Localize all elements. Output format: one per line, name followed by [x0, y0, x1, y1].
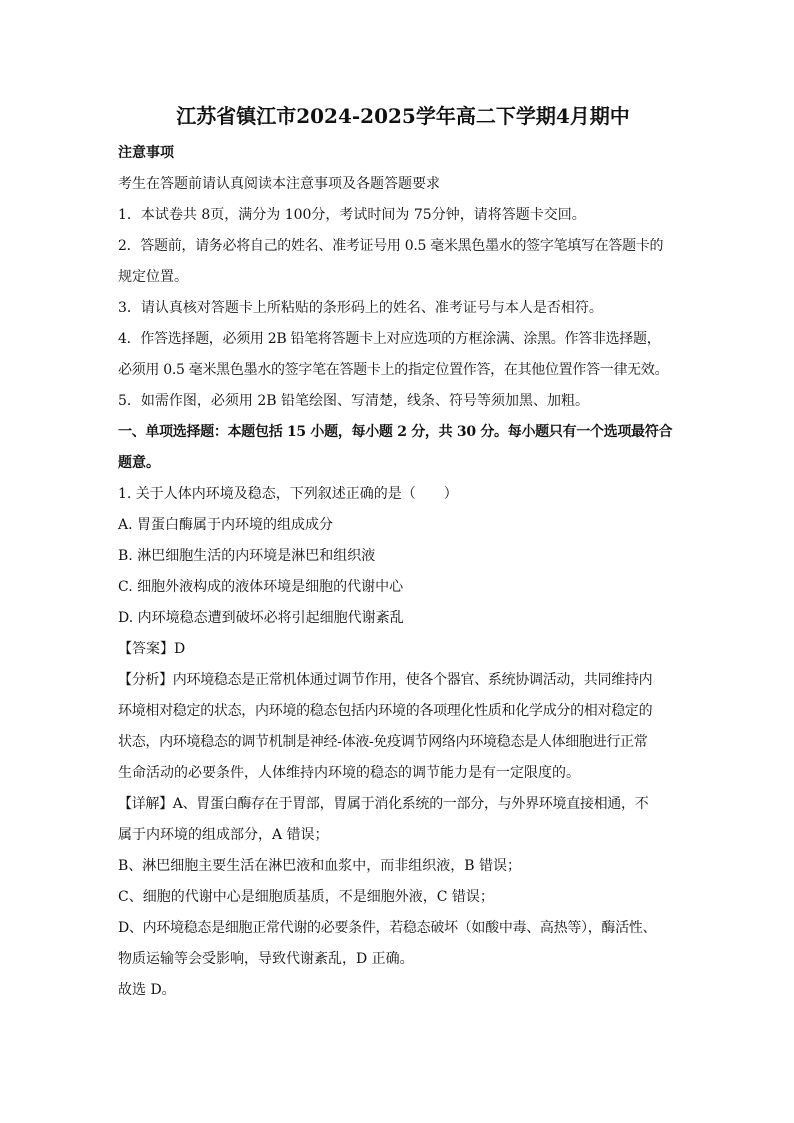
option-a: A. 胃蛋白酶属于内环境的组成成分 — [118, 517, 334, 533]
notice-heading: 注意事项 — [118, 145, 174, 161]
detail-line: C、细胞的代谢中心是细胞质基质，不是细胞外液，C 错误； — [118, 889, 494, 905]
notice-intro: 考生在答题前请认真阅读本注意事项及各题答题要求 — [118, 176, 440, 192]
notice-item: 3．请认真核对答题卡上所粘贴的条形码上的姓名、准考证号与本人是否相符。 — [118, 300, 603, 316]
detail-line: B、淋巴细胞主要生活在淋巴液和血浆中，而非组织液，B 错误； — [118, 858, 522, 874]
question-stem: 1. 关于人体内环境及稳态，下列叙述正确的是（ ） — [118, 486, 458, 502]
section-heading-cont: 题意。 — [118, 455, 160, 471]
detail-line: 故选 D。 — [118, 982, 176, 998]
detail-line: 【详解】A、胃蛋白酶存在于胃部，胃属于消化系统的一部分，与外界环境直接相通，不 — [118, 796, 649, 812]
notice-item: 1．本试卷共 8页，满分为 100分，考试时间为 75分钟，请将答题卡交回。 — [118, 207, 586, 223]
analysis-line: 生命活动的必要条件，人体维持内环境的稳态的调节能力是有一定限度的。 — [118, 765, 580, 781]
option-c: C. 细胞外液构成的液体环境是细胞的代谢中心 — [118, 579, 404, 595]
notice-item: 规定位置。 — [118, 269, 188, 285]
section-heading: 一、单项选择题：本题包括 15 小题，每小题 2 分，共 30 分。每小题只有一个选项最符合 — [118, 424, 673, 440]
document-page — [118, 100, 688, 1006]
option-b: B. 淋巴细胞生活的内环境是淋巴和组织液 — [118, 548, 376, 564]
detail-line: D、内环境稳态是细胞正常代谢的必要条件，若稳态破坏（如酸中毒、高热等），酶活性、 — [118, 920, 657, 936]
detail-line: 属于内环境的组成部分，A 错误； — [118, 827, 329, 843]
document-title: 江苏省镇江市2024-2025学年高二下学期4月期中 — [176, 104, 630, 128]
analysis-line: 状态，内环境稳态的调节机制是神经-体液-免疫调节网络内环境稳态是人体细胞进行正常 — [118, 734, 648, 750]
notice-item: 5．如需作图，必须用 2B 铅笔绘图、写清楚，线条、符号等须加黑、加粗。 — [118, 393, 590, 409]
analysis-line: 【分析】内环境稳态是正常机体通过调节作用，使各个器官、系统协调活动，共同维持内 — [118, 672, 653, 688]
answer: 【答案】D — [118, 641, 186, 657]
notice-item: 必须用 0.5 毫米黑色墨水的签字笔在答题卡上的指定位置作答，在其他位置作答一律无效。 — [118, 362, 669, 378]
notice-item: 2．答题前，请务必将自己的姓名、准考证号用 0.5 毫米黑色墨水的签字笔填写在答题卡的 — [118, 238, 664, 254]
notice-item: 4．作答选择题，必须用 2B 铅笔将答题卡上对应选项的方框涂满、涂黑。作答非选择题， — [118, 331, 661, 347]
analysis-line: 环境相对稳定的状态，内环境的稳态包括内环境的各项理化性质和化学成分的相对稳定的 — [118, 703, 653, 719]
option-d: D. 内环境稳态遭到破坏必将引起细胞代谢紊乱 — [118, 610, 404, 626]
detail-line: 物质运输等会受影响，导致代谢紊乱，D 正确。 — [118, 951, 414, 967]
